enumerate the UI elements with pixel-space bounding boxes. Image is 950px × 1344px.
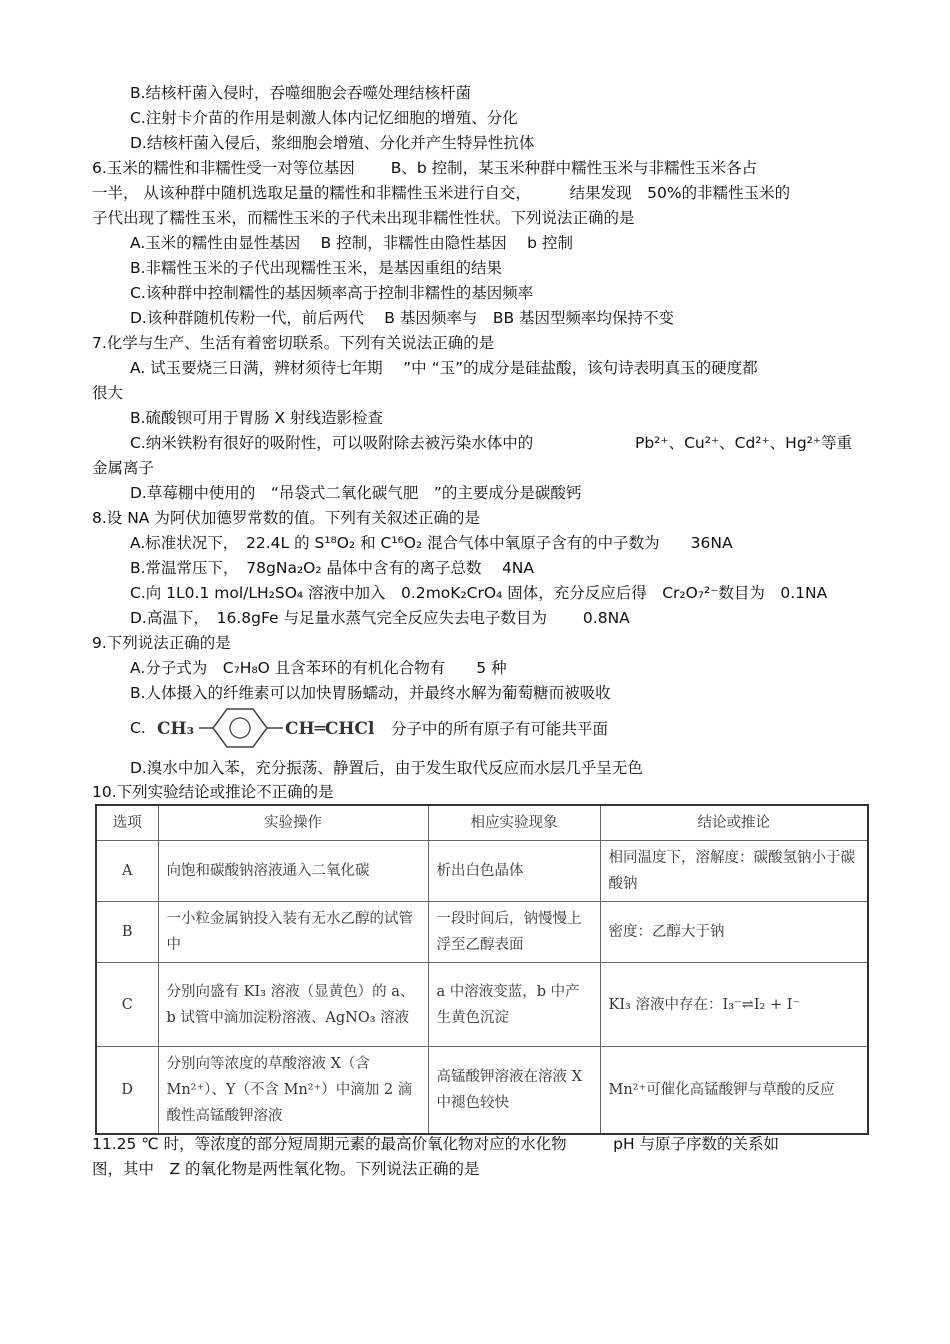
header-option: 选项 (96, 805, 158, 841)
row-conclusion: 相同温度下，溶解度：碳酸氢钠小于碳酸钠 (600, 841, 868, 902)
q5-option-c: C.注射卡介苗的作用是刺激人体内记忆细胞的增殖、分化 (130, 109, 518, 127)
row-observation: 高锰酸钾溶液在溶液 X 中褪色较快 (428, 1047, 600, 1135)
table-row (96, 841, 868, 902)
mol-ch3-label: CH₃ (157, 719, 195, 739)
q11-stem-line1: 11.25 ℃ 时，等浓度的部分短周期元素的最高价氧化物对应的水化物 pH 与原子序数的关系如 (92, 1135, 780, 1153)
q7-option-c-line1 (130, 432, 870, 454)
row-conclusion: 密度：乙醇大于钠 (600, 902, 868, 963)
table-row (96, 963, 868, 1047)
q6-stem-line3: 子代出现了糯性玉米，而糯性玉米的子代未出现非糯性性状。下列说法正确的是 (92, 209, 635, 227)
table-header-row (96, 805, 868, 841)
row-observation: a 中溶液变蓝，b 中产生黄色沉淀 (428, 963, 600, 1047)
q7-stem: 7.化学与生产、生活有着密切联系。下列有关说法正确的是 (92, 334, 495, 352)
q6-stem-line2: 一半， 从该种群中随机选取足量的糯性和非糯性玉米进行自交， 结果发现 50%的非糯性玉米的 (92, 184, 791, 202)
header-operation: 实验操作 (158, 805, 428, 841)
q6-option-c: C.该种群中控制糯性的基因频率高于控制非糯性的基因频率 (130, 284, 534, 302)
row-conclusion: Mn²⁺可催化高锰酸钾与草酸的反应 (600, 1047, 868, 1135)
q5-option-d: D.结核杆菌入侵后，浆细胞会增殖、分化并产生特异性抗体 (130, 134, 535, 152)
q7-option-a-line2: 很大 (92, 384, 124, 402)
row-operation: 分别向等浓度的草酸溶液 X（含 Mn²⁺）、Y（不含 Mn²⁺）中滴加 2 滴酸性高锰酸钾溶液 (158, 1047, 428, 1135)
q7-option-a-line1: A. 试玉要烧三日满，辨材须待七年期 ”中 “玉”的成分是硅盐酸，该句诗表明真玉的硬度都 (130, 359, 758, 377)
q9-option-b: B.人体摄入的纤维素可以加快胃肠蠕动，并最终水解为葡萄糖而被吸收 (130, 684, 611, 702)
q6-option-d: D.该种群随机传粉一代，前后两代 B 基因频率与 BB 基因型频率均保持不变 (130, 309, 675, 327)
structural-formula (155, 706, 391, 750)
q7-option-c-line2: 金属离子 (92, 459, 155, 477)
q9-option-c-text: 分子中的所有原子有可能共平面 (391, 720, 609, 738)
q9-option-a: A.分子式为 C₇H₈O 且含苯环的有机化合物有 5 种 (130, 659, 507, 677)
q9-stem: 9.下列说法正确的是 (92, 634, 231, 652)
q6-option-a: A.玉米的糯性由显性基因 B 控制，非糯性由隐性基因 b 控制 (130, 234, 573, 252)
q6-option-b: B.非糯性玉米的子代出现糯性玉米，是基因重组的结果 (130, 259, 503, 277)
row-operation: 一小粒金属钠投入装有无水乙醇的试管中 (158, 902, 428, 963)
q9-option-c-label: C. (130, 719, 146, 737)
q7-option-b: B.硫酸钡可用于胃肠 X 射线造影检查 (130, 409, 384, 427)
table-row (96, 902, 868, 963)
row-option: A (96, 841, 158, 902)
row-option: D (96, 1047, 158, 1135)
row-operation: 向饱和碳酸钠溶液通入二氧化碳 (158, 841, 428, 902)
q9-option-d: D.溴水中加入苯，充分振荡、静置后，由于发生取代反应而水层几乎呈无色 (130, 759, 643, 777)
q8-option-c: C.向 1L0.1 mol/LH₂SO₄ 溶液中加入 0.2moK₂CrO₄ 固体，充分反应后得 Cr₂O₇²⁻数目为 0.1NA (130, 584, 828, 602)
mol-vinyl-chloride-label: CH═CHCl (285, 719, 375, 739)
benzene-ring (213, 709, 267, 747)
experiment-table (95, 804, 869, 1135)
row-operation: 分别向盛有 KI₃ 溶液（显黄色）的 a、b 试管中滴加淀粉溶液、AgNO₃ 溶液 (158, 963, 428, 1047)
row-observation: 一段时间后，钠慢慢上浮至乙醇表面 (428, 902, 600, 963)
q10-stem: 10.下列实验结论或推论不正确的是 (92, 783, 334, 801)
row-option: C (96, 963, 158, 1047)
q11-stem-line2: 图，其中 Z 的氧化物是两性氧化物。下列说法正确的是 (92, 1160, 480, 1178)
q8-stem: 8.设 NA 为阿伏加德罗常数的值。下列有关叙述正确的是 (92, 509, 480, 527)
q8-option-a: A.标准状况下， 22.4L 的 S¹⁸O₂ 和 C¹⁶O₂ 混合气体中氧原子含有的中子数为 36NA (130, 534, 733, 552)
q6-stem-line1: 6.玉米的糯性和非糯性受一对等位基因 B、b 控制，某玉米种群中糯性玉米与非糯性玉米各占 (92, 159, 758, 177)
row-observation: 析出白色晶体 (428, 841, 600, 902)
q8-option-b: B.常温常压下， 78gNa₂O₂ 晶体中含有的离子总数 4NA (130, 559, 535, 577)
q8-option-d: D.高温下， 16.8gFe 与足量水蒸气完全反应失去电子数目为 0.8NA (130, 609, 630, 627)
q7-option-c-text: C.纳米铁粉有很好的吸附性，可以吸附除去被污染水体中的 (130, 434, 534, 452)
row-conclusion: KI₃ 溶液中存在：I₃⁻⇌I₂ + I⁻ (600, 963, 868, 1047)
header-observation: 相应实验现象 (428, 805, 600, 841)
header-conclusion: 结论或推论 (600, 805, 868, 841)
q5-option-b: B.结核杆菌入侵时，吞噬细胞会吞噬处理结核杆菌 (130, 84, 472, 102)
table-row (96, 1047, 868, 1135)
q7-option-d: D.草莓棚中使用的 “吊袋式二氧化碳气肥 ”的主要成分是碳酸钙 (130, 484, 582, 502)
row-option: B (96, 902, 158, 963)
q7-option-c-ions: Pb²⁺、Cu²⁺、Cd²⁺、Hg²⁺等重 (635, 434, 853, 452)
